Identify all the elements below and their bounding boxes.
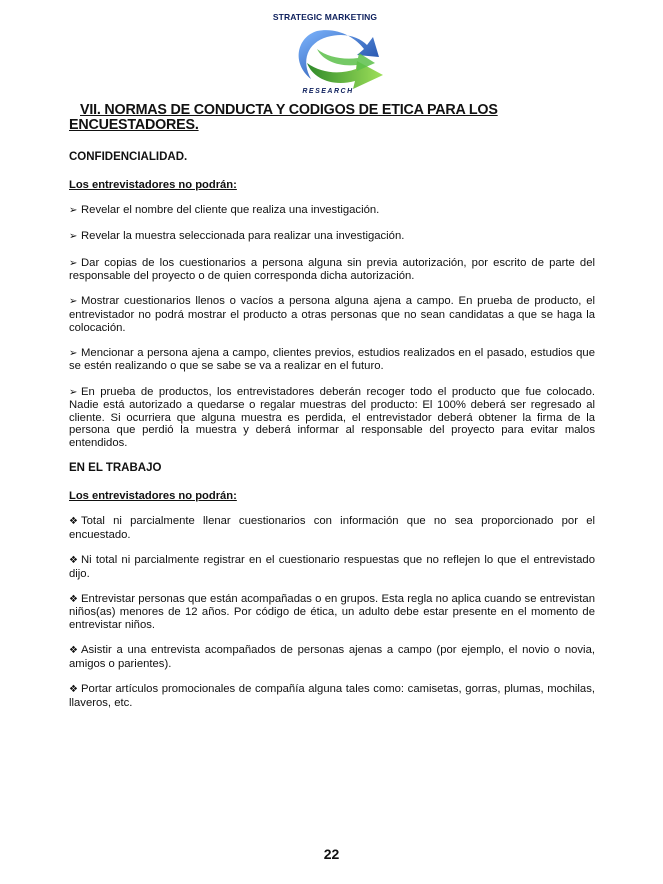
diamond-bullet-icon: ❖ <box>69 593 78 605</box>
section-subheading: Los entrevistadores no podrán: <box>69 178 237 191</box>
list-item: ❖ Entrevistar personas que están acompañadas o en grupos. Esta regla no aplica cuando se entrevistan niños(as) menores de 12 años. Por código de ética, un adulto debe estar presente en el momento de entrevistar niños. <box>69 592 595 631</box>
list-item: ➢ Revelar el nombre del cliente que realiza una investigación. <box>69 204 380 217</box>
list-item: ➢ Mencionar a persona ajena a campo, clientes previos, estudios realizados en el pasado, estudios que se estén realizando o que se sabe se va a realizar en el futuro. <box>69 346 595 373</box>
list-item: ➢ Mostrar cuestionarios llenos o vacíos a persona alguna ajena a campo. En prueba de producto, el entrevistador no podrá mostrar el producto a otras personas que no sean candidatas a que se haga la colocación. <box>69 295 595 334</box>
arrowhead-bullet-icon: ➢ <box>69 231 78 243</box>
arrowhead-bullet-icon: ➢ <box>69 386 78 398</box>
list-item: ❖ Portar artículos promocionales de compañía alguna tales como: camisetas, gorras, plumas, mochilas, llaveros, etc. <box>69 682 595 709</box>
page-title: VII. NORMAS DE CONDUCTA Y CODIGOS DE ETICA PARA LOS ENCUESTADORES. <box>69 102 498 133</box>
list-item: ➢ Dar copias de los cuestionarios a persona alguna sin previa autorización, por escrito de parte del responsable del proyecto o de quien corresponda dicha autorización. <box>69 256 595 283</box>
arrowhead-bullet-icon: ➢ <box>69 347 78 359</box>
list-item: ❖ Asistir a una entrevista acompañados de personas ajenas a campo (por ejemplo, el novio o novia, amigos o parientes). <box>69 644 595 670</box>
section-en-el-trabajo <box>69 462 595 709</box>
arrowhead-bullet-icon: ➢ <box>69 205 78 217</box>
list-item: ➢ Revelar la muestra seleccionada para realizar una investigación. <box>69 230 405 243</box>
diamond-bullet-icon: ❖ <box>69 645 78 657</box>
logo-top-text: STRATEGIC MARKETING <box>272 12 378 22</box>
section-confidencialidad <box>69 151 595 449</box>
page-number: 22 <box>323 846 340 862</box>
list-item: ❖ Total ni parcialmente llenar cuestionarios con información que no sea proporcionado por el encuestado. <box>69 515 595 541</box>
document-body <box>69 103 595 722</box>
company-logo <box>265 12 385 100</box>
list-item: ❖ Ni total ni parcialmente registrar en el cuestionario respuestas que no reflejen lo que el entrevistado dijo. <box>69 554 595 580</box>
list-item: ➢ En prueba de productos, los entrevistadores deberán recoger todo el producto que fue colocado. Nadie está autorizado a quedarse o regalar muestras del producto: El 100% deberá ser regresado al cliente. Si ocurriera que alguna muestra es perdida, el entrevistador deberá obtener la firma de la persona que perdió la muestra y deberá informar al responsable del proyecto para evitar malos entendidos. <box>69 385 595 449</box>
diamond-bullet-icon: ❖ <box>69 683 78 695</box>
section-heading: CONFIDENCIALIDAD. <box>69 151 188 163</box>
arrowhead-bullet-icon: ➢ <box>69 257 78 269</box>
section-subheading: Los entrevistadores no podrán: <box>69 489 237 502</box>
section-heading: EN EL TRABAJO <box>69 462 162 475</box>
logo-bottom-text: RESEARCH <box>302 88 354 95</box>
arrowhead-bullet-icon: ➢ <box>69 296 78 308</box>
diamond-bullet-icon: ❖ <box>69 555 78 567</box>
diamond-bullet-icon: ❖ <box>69 516 78 528</box>
logo-swoosh-icon <box>287 23 387 91</box>
